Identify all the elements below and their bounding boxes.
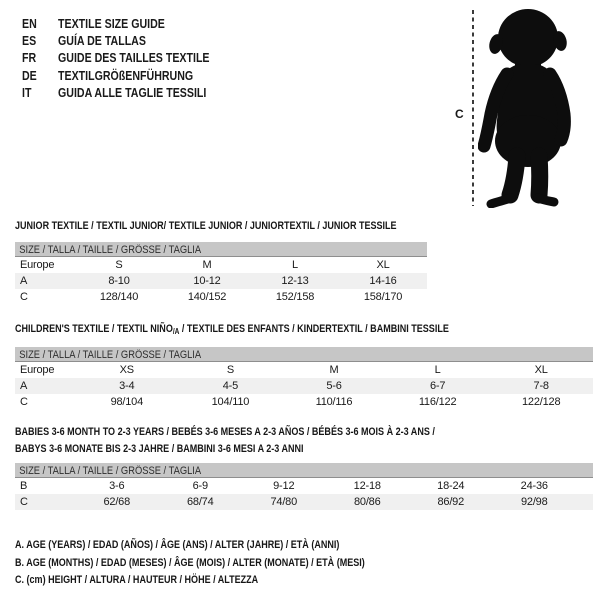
language-code: IT	[22, 86, 32, 101]
size-cell: 104/110	[211, 396, 250, 408]
language-title: GUIDE DES TAILLES TEXTILE	[58, 51, 210, 66]
footnote-c: C. (cm) HEIGHT / ALTURA / HAUTEUR / HÖHE / ALTEZZA	[15, 574, 259, 586]
height-dashed-line	[471, 10, 475, 206]
size-cell: 110/116	[315, 396, 353, 408]
table-title-line: BABIES 3-6 MONTH TO 2-3 YEARS / BEBÉS 3-6 MESES A 2-3 AÑOS / BÉBÉS 3-6 MOIS À 2-3 ANS /	[15, 426, 435, 438]
language-row	[22, 15, 236, 32]
size-cell: 12-18	[353, 480, 381, 492]
footnote-list	[15, 537, 442, 590]
size-header-bar	[15, 463, 593, 478]
language-row	[22, 32, 236, 49]
size-cell: 128/140	[99, 291, 139, 303]
size-cell: L	[292, 259, 298, 271]
table-title-line: JUNIOR TEXTILE / TEXTIL JUNIOR/ TEXTILE JUNIOR / JUNIORTEXTIL / JUNIOR TESSILE	[15, 220, 397, 232]
table-rows	[15, 362, 593, 410]
size-cell: 8-10	[108, 275, 130, 287]
size-cell: 92/98	[520, 496, 548, 508]
row-label: C	[20, 496, 28, 508]
language-row	[22, 85, 236, 102]
size-cell: 18-24	[437, 480, 465, 492]
size-cell: S	[226, 364, 234, 376]
size-cell: 9-12	[273, 480, 295, 492]
table-title-line: BABYS 3-6 MONATE BIS 2-3 JAHRE / BAMBINI 3-6 MESI A 2-3 ANNI	[15, 443, 304, 455]
size-header-bar	[15, 242, 427, 257]
size-cell: XS	[119, 364, 134, 376]
size-cell: 74/80	[270, 496, 298, 508]
size-cell: 80/86	[353, 496, 381, 508]
size-cell: 116/122	[418, 396, 457, 408]
size-cell: 5-6	[326, 380, 342, 392]
child-silhouette-icon	[478, 8, 578, 208]
table-row	[15, 289, 427, 305]
language-title: GUIDA ALLE TAGLIE TESSILI	[58, 86, 207, 101]
size-cell: 6-9	[192, 480, 208, 492]
size-cell: XL	[534, 364, 548, 376]
language-code: DE	[22, 68, 37, 83]
size-cell: 4-5	[222, 380, 239, 392]
size-cell: 24-36	[520, 480, 548, 492]
size-cell: 3-4	[119, 380, 135, 392]
size-cell: 3-6	[109, 480, 125, 492]
language-code: FR	[22, 51, 37, 66]
table-row	[15, 478, 593, 494]
row-label: C	[20, 291, 28, 303]
language-title: TEXTILE SIZE GUIDE	[58, 16, 165, 31]
size-cell: 14-16	[369, 275, 397, 287]
table-title	[15, 321, 489, 340]
height-measure-label: C	[455, 107, 464, 121]
table-title	[15, 424, 489, 458]
row-label: A	[20, 275, 28, 287]
table-rows	[15, 478, 593, 510]
table-row	[15, 273, 427, 289]
size-header-label: SIZE / TALLA / TAILLE / GRÖSSE / TAGLIA	[19, 349, 202, 361]
size-cell: 98/104	[110, 396, 144, 408]
size-cell: 152/158	[275, 291, 315, 303]
size-header-label: SIZE / TALLA / TAILLE / GRÖSSE / TAGLIA	[19, 244, 202, 256]
size-cell: 6-7	[429, 380, 446, 392]
size-cell: S	[115, 259, 123, 271]
size-header-label: SIZE / TALLA / TAILLE / GRÖSSE / TAGLIA	[19, 465, 202, 477]
size-cell: M	[329, 364, 339, 376]
size-cell: 140/152	[187, 291, 227, 303]
size-cell: 62/68	[103, 496, 131, 508]
babies-size-table	[15, 424, 593, 510]
size-cell: 68/74	[186, 496, 214, 508]
size-cell: 7-8	[533, 380, 549, 392]
language-row	[22, 67, 236, 84]
table-title-line: CHILDREN'S TEXTILE / TEXTIL NIÑO/A / TEXTILE DES ENFANTS / KINDERTEXTIL / BAMBINI TESSILE	[15, 323, 449, 336]
size-cell: 12-13	[281, 275, 309, 287]
language-code: EN	[22, 16, 37, 31]
size-cell: XL	[376, 259, 390, 271]
size-cell: M	[202, 259, 212, 271]
size-cell: 122/128	[522, 396, 561, 408]
footnote-b: B. AGE (MONTHS) / EDAD (MESES) / ÂGE (MOIS) / ALTER (MONATE) / ETÀ (MESI)	[15, 556, 365, 569]
language-row	[22, 50, 236, 67]
table-rows	[15, 257, 427, 305]
row-label: A	[20, 380, 28, 392]
language-title: TEXTILGRÖßENFÜHRUNG	[58, 68, 194, 83]
children-size-table	[15, 321, 593, 410]
row-label: Europe	[20, 364, 55, 376]
table-row	[15, 362, 593, 378]
junior-size-table	[15, 218, 427, 305]
language-title: GUÍA DE TALLAS	[58, 34, 146, 49]
size-cell: 10-12	[193, 275, 221, 287]
size-cell: 158/170	[363, 291, 403, 303]
language-code: ES	[22, 34, 37, 49]
table-row	[15, 257, 427, 273]
table-row	[15, 394, 593, 410]
size-cell: 86/92	[437, 496, 465, 508]
language-list	[22, 15, 236, 102]
row-label: Europe	[20, 259, 55, 271]
table-row	[15, 494, 593, 510]
row-label: C	[20, 396, 28, 408]
size-cell: L	[434, 364, 441, 376]
table-title	[15, 218, 397, 235]
table-row	[15, 378, 593, 394]
footnote-a: A. AGE (YEARS) / EDAD (AÑOS) / ÂGE (ANS) / ALTER (JAHRE) / ETÀ (ANNI)	[15, 539, 340, 551]
size-header-bar	[15, 347, 593, 362]
row-label: B	[20, 480, 28, 492]
